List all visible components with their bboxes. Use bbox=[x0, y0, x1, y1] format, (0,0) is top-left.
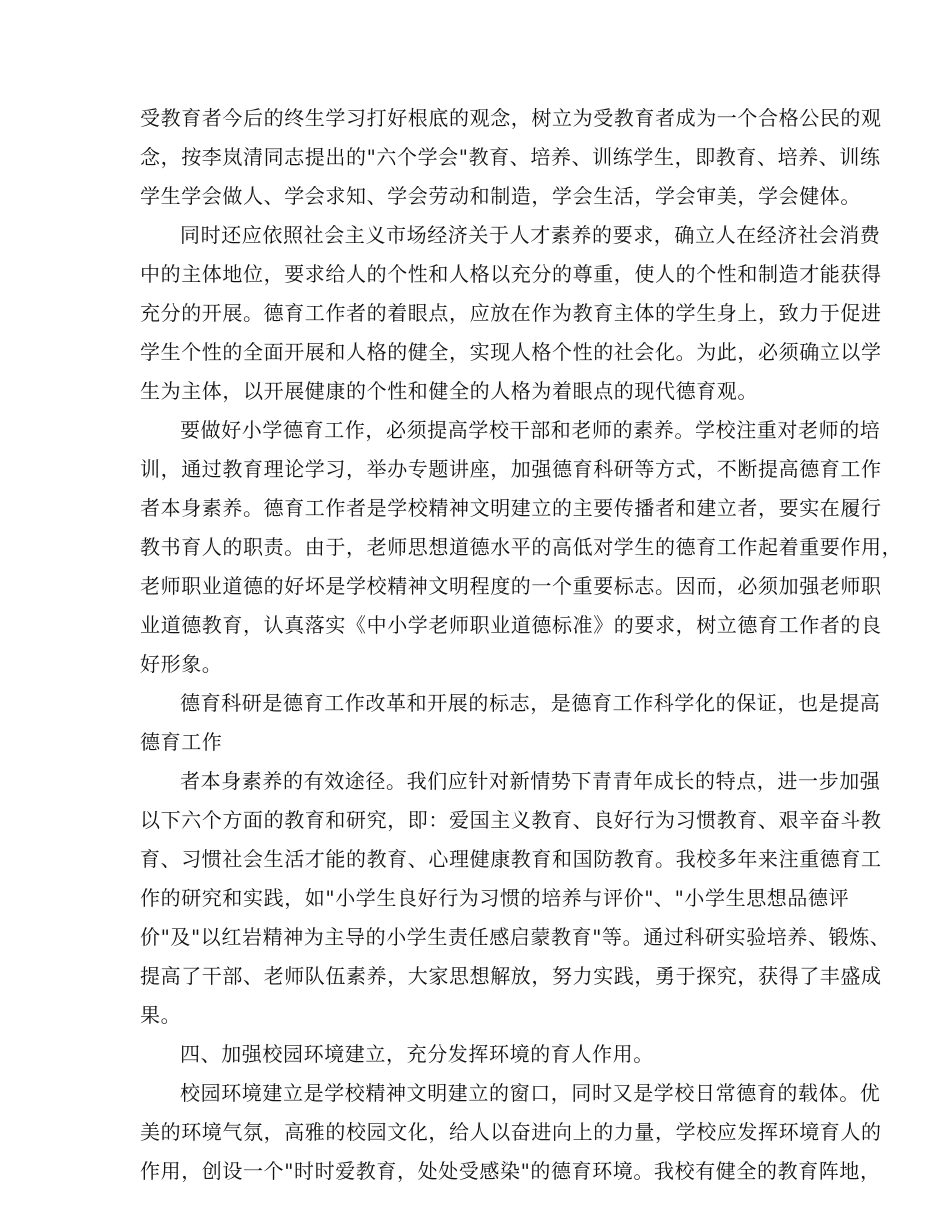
text-line: 提高了干部、老师队伍素养，大家思想解放，努力实践，勇于探究，获得了丰盛成 bbox=[140, 964, 882, 988]
text-line: 者本身素养。德育工作者是学校精神文明建立的主要传播者和建立者，要实在履行 bbox=[140, 496, 882, 520]
text-line: 四、加强校园环境建立，充分发挥环境的育人作用。 bbox=[180, 1042, 654, 1066]
text-line: 业道德教育，认真落实《中小学老师职业道德标准》的要求，树立德育工作者的良 bbox=[140, 613, 882, 637]
text-line: 价"及"以红岩精神为主导的小学生责任感启蒙教育"等。通过科研实验培养、锻炼、 bbox=[140, 925, 891, 949]
text-line: 育、习惯社会生活才能的教育、心理健康教育和国防教育。我校多年来注重德育工 bbox=[140, 847, 882, 871]
text-line: 老师职业道德的好坏是学校精神文明程度的一个重要标志。因而，必须加强老师职 bbox=[140, 574, 882, 598]
text-line: 作的研究和实践，如"小学生良好行为习惯的培养与评价"、"小学生思想品德评 bbox=[140, 886, 850, 910]
text-line: 充分的开展。德育工作者的着眼点，应放在作为教育主体的学生身上，致力于促进 bbox=[140, 301, 882, 325]
text-line: 训，通过教育理论学习，举办专题讲座，加强德育科研等方式，不断提高德育工作 bbox=[140, 457, 882, 481]
text-line: 中的主体地位，要求给人的个性和人格以充分的尊重，使人的个性和制造才能获得 bbox=[140, 262, 882, 286]
text-line: 校园环境建立是学校精神文明建立的窗口，同时又是学校日常德育的载体。优 bbox=[180, 1081, 881, 1105]
text-line: 美的环境气氛，高雅的校园文化，给人以奋进向上的力量，学校应发挥环境育人的 bbox=[140, 1120, 882, 1144]
text-line: 以下六个方面的教育和研究，即：爱国主义教育、良好行为习惯教育、艰辛奋斗教 bbox=[140, 808, 882, 832]
text-line: 同时还应依照社会主义市场经济关于人才素养的要求，确立人在经济社会消费 bbox=[180, 223, 881, 247]
text-line: 教书育人的职责。由于，老师思想道德水平的高低对学生的德育工作起着重要作用， bbox=[140, 535, 903, 559]
text-line: 念，按李岚清同志提出的"六个学会"教育、培养、训练学生，即教育、培养、训练 bbox=[140, 145, 881, 169]
text-line: 德育科研是德育工作改革和开展的标志，是德育工作科学化的保证，也是提高 bbox=[180, 691, 881, 715]
text-line: 好形象。 bbox=[140, 652, 223, 676]
text-line: 者本身素养的有效途径。我们应针对新情势下青青年成长的特点，进一步加强 bbox=[180, 769, 881, 793]
text-line: 德育工作 bbox=[140, 730, 223, 754]
text-line: 要做好小学德育工作，必须提高学校干部和老师的素养。学校注重对老师的培 bbox=[180, 418, 881, 442]
text-line: 果。 bbox=[140, 1003, 182, 1027]
text-line: 学生学会做人、学会求知、学会劳动和制造，学会生活，学会审美，学会健体。 bbox=[140, 184, 861, 208]
text-line: 学生个性的全面开展和人格的健全，实现人格个性的社会化。为此，必须确立以学 bbox=[140, 340, 882, 364]
text-line: 生为主体，以开展健康的个性和健全的人格为着眼点的现代德育观。 bbox=[140, 379, 758, 403]
text-line: 作用，创设一个"时时爱教育，处处受感染"的德育环境。我校有健全的教育阵地， bbox=[140, 1159, 881, 1183]
text-line: 受教育者今后的终生学习打好根底的观念，树立为受教育者成为一个合格公民的观 bbox=[140, 106, 882, 130]
